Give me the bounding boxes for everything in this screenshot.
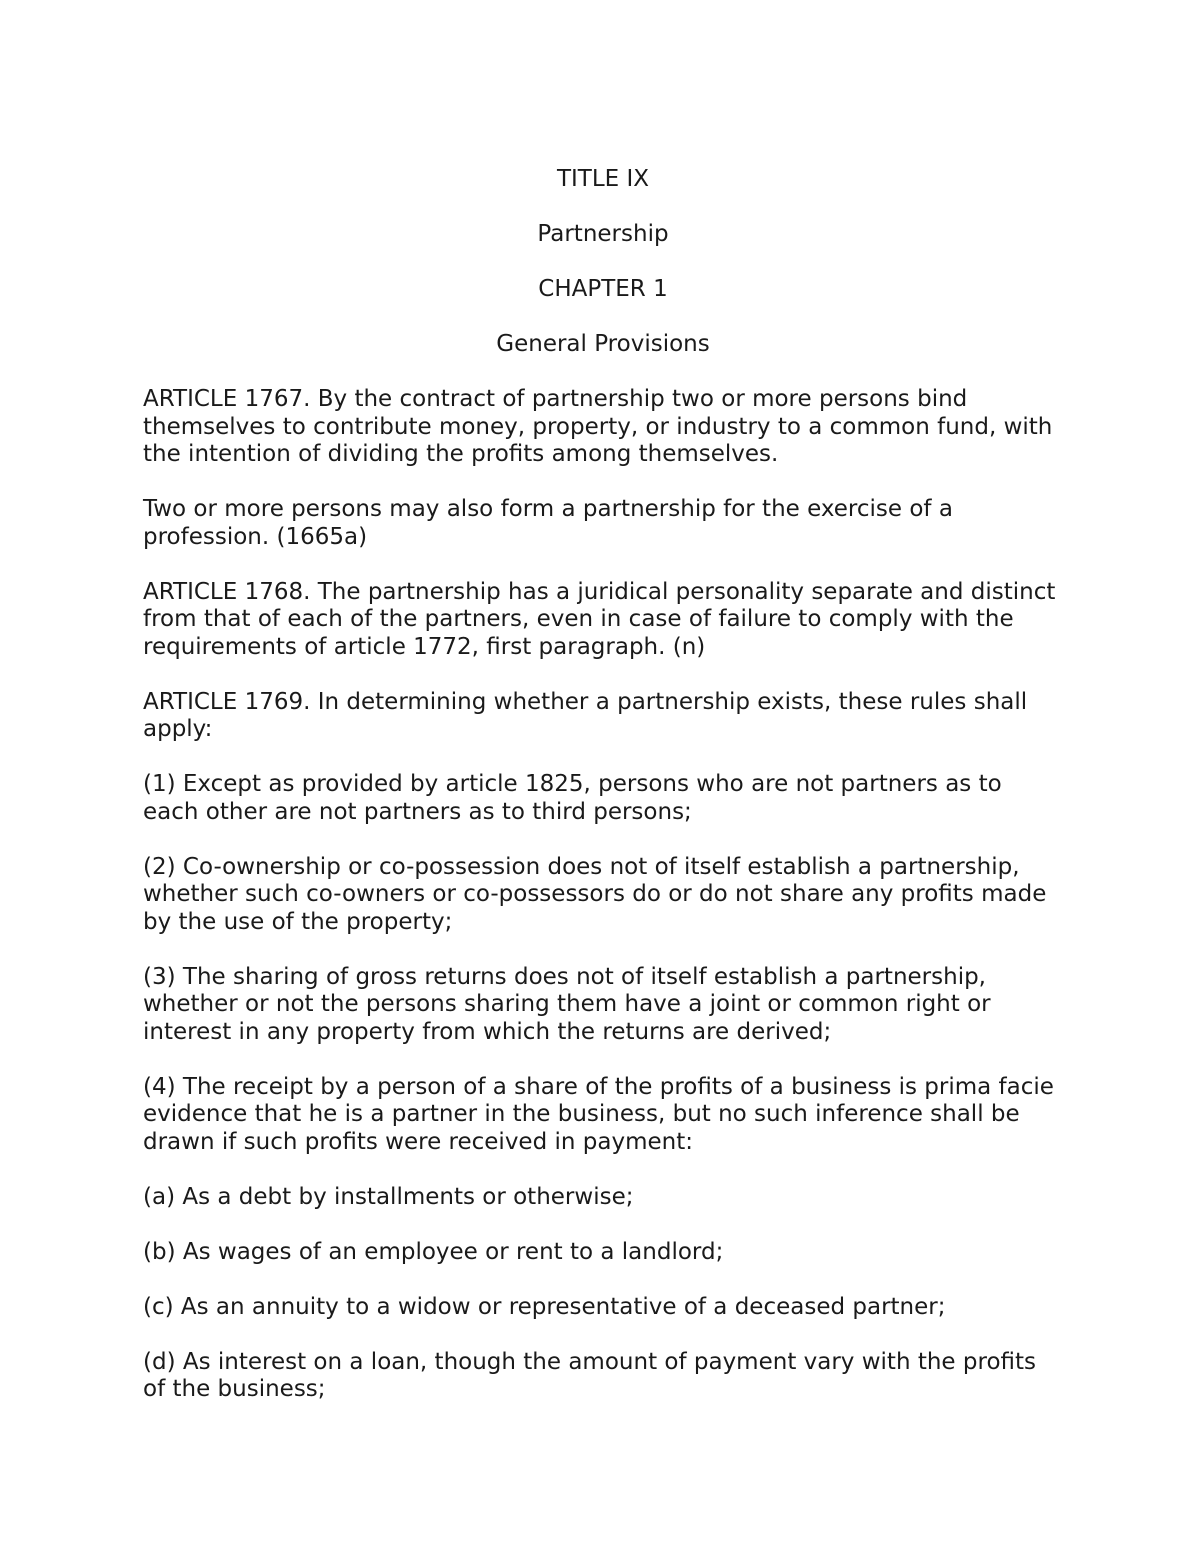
rule-2-paragraph: (2) Co-ownership or co-possession does not of itself establish a partnership, whether such co-owners or co-possessors do or do not share any profits made by the use of the property; [143, 853, 1047, 935]
title-heading: TITLE IX [556, 166, 650, 192]
article-1768-paragraph: ARTICLE 1768. The partnership has a juridical personality separate and distinct from that of each of the partners, even in case of failure to comply with the requirements of article 1772, first paragraph. (n) [143, 578, 1056, 660]
article-1769-paragraph: ARTICLE 1769. In determining whether a partnership exists, these rules shall apply: [143, 688, 1028, 742]
rule-4d-paragraph: (d) As interest on a loan, though the amount of payment vary with the profits of the business; [143, 1348, 1037, 1402]
document-body [143, 166, 1063, 1404]
rule-4c-paragraph: (c) As an annuity to a widow or representative of a deceased partner; [143, 1293, 946, 1320]
chapter-title: General Provisions [496, 331, 710, 357]
rule-3-paragraph: (3) The sharing of gross returns does not of itself establish a partnership, whether or not the persons sharing them have a joint or common right or interest in any property from which the returns are derived; [143, 963, 991, 1045]
subject-heading: Partnership [537, 221, 669, 247]
chapter-heading: CHAPTER 1 [538, 276, 668, 302]
article-1767-paragraph: ARTICLE 1767. By the contract of partnership two or more persons bind themselves to contribute money, property, or industry to a common fund, with the intention of dividing the profits among themselves. [143, 386, 1053, 467]
rule-4a-paragraph: (a) As a debt by installments or otherwise; [143, 1183, 634, 1210]
article-1767-second-paragraph: Two or more persons may also form a partnership for the exercise of a profession. (1665a) [143, 496, 953, 550]
rule-1-paragraph: (1) Except as provided by article 1825, persons who are not partners as to each other are not partners as to third persons; [143, 771, 1002, 825]
rule-4-paragraph: (4) The receipt by a person of a share of the profits of a business is prima facie evidence that he is a partner in the business, but no such inference shall be drawn if such profits were received in payment: [143, 1073, 1054, 1155]
rule-4b-paragraph: (b) As wages of an employee or rent to a landlord; [143, 1238, 724, 1265]
